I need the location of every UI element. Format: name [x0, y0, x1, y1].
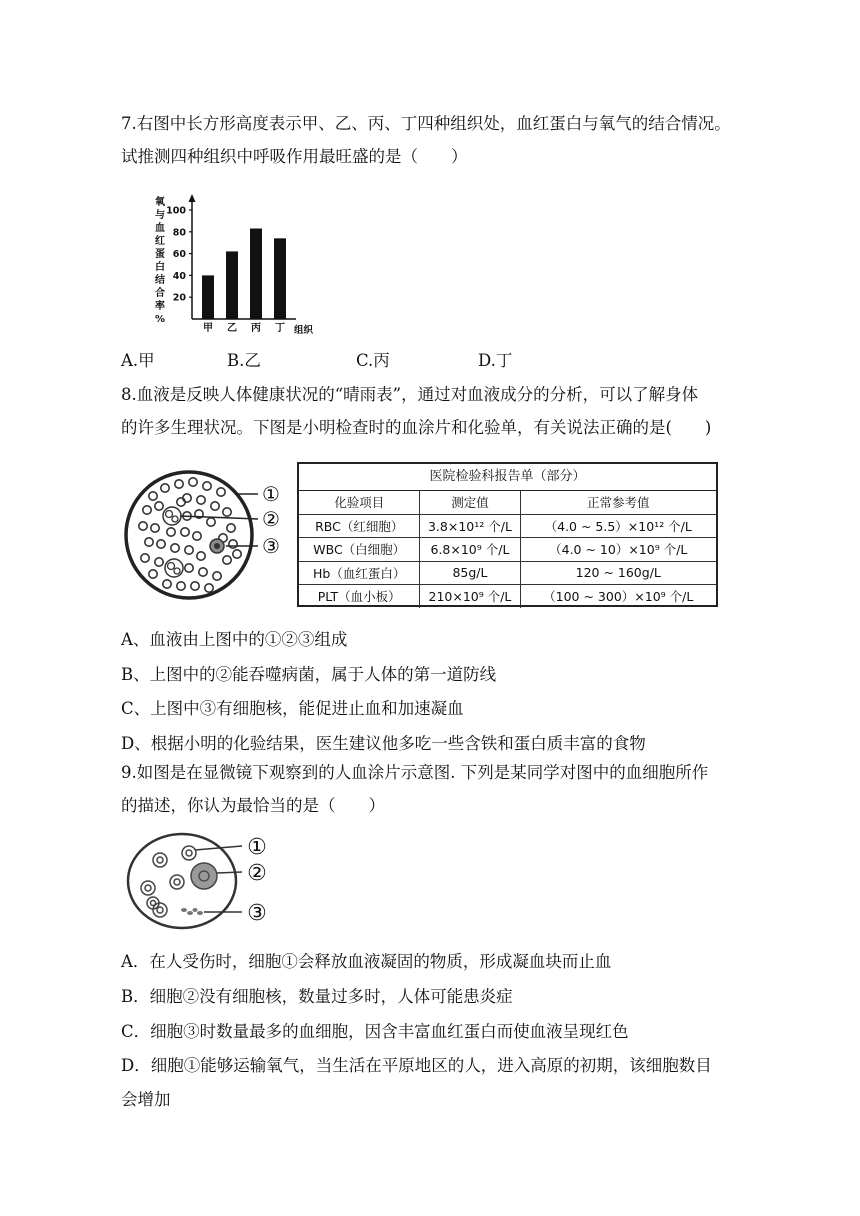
q9-option-d-continued: 会增加 — [121, 1090, 171, 1109]
row-value: 3.8×10¹² 个/L — [420, 514, 520, 538]
q8-blood-smear-diagram — [123, 466, 295, 612]
white-blood-cell — [163, 507, 181, 525]
smear-label: ① — [262, 482, 280, 506]
red-blood-cell — [155, 502, 163, 510]
q7-option-d: D.丁 — [478, 351, 513, 370]
y-axis-label-char: 白 — [155, 262, 165, 273]
y-axis-arrow — [189, 194, 196, 202]
white-blood-cell — [191, 863, 217, 889]
row-item: RBC（红细胞） — [299, 514, 420, 538]
table-row — [299, 585, 716, 608]
q7-option-b: B.乙 — [227, 351, 261, 370]
red-blood-cell — [199, 568, 207, 576]
red-blood-cell — [217, 488, 225, 496]
smear-label: ② — [262, 507, 280, 531]
red-blood-cell — [189, 478, 197, 486]
red-blood-cell — [141, 846, 196, 917]
row-reference: 120 ~ 160g/L — [520, 561, 716, 585]
platelet-cell — [210, 539, 224, 553]
y-axis-label-char: 蛋 — [155, 249, 165, 260]
red-blood-cell — [141, 554, 149, 562]
q8-option-c: C、上图中③有细胞核，能促进止血和加速凝血 — [121, 699, 464, 718]
y-tick-label: 80 — [172, 227, 186, 239]
chart-x-ticks — [203, 321, 285, 334]
red-blood-cell — [177, 582, 185, 590]
platelet-cluster — [181, 908, 203, 915]
q7-stem-line-1: 7.右图中长方形高度表示甲、乙、丙、丁四种组织处，血红蛋白与氧气的结合情况。 — [121, 114, 731, 133]
bar-甲 — [202, 275, 214, 319]
q7-option-c: C.丙 — [356, 351, 390, 370]
q8-option-b: B、上图中的②能吞噬病菌，属于人体的第一道防线 — [121, 665, 497, 684]
y-tick-label: 60 — [172, 249, 186, 261]
q7-stem-line-2: 试推测四种组织中呼吸作用最旺盛的是（ ） — [121, 147, 468, 166]
y-tick-label: 40 — [172, 270, 186, 282]
y-tick-label: 100 — [166, 205, 186, 217]
chart-bars — [202, 229, 286, 319]
report-title: 医院检验科报告单（部分） — [299, 464, 716, 491]
x-tick-label: 甲 — [203, 323, 213, 334]
red-blood-cell — [197, 496, 205, 504]
q8-option-d: D、根据小明的化验结果，医生建议他多吃一些含铁和蛋白质丰富的食物 — [121, 734, 646, 753]
red-blood-cell — [139, 522, 147, 530]
header-item: 化验项目 — [299, 491, 420, 514]
red-blood-cell — [167, 528, 175, 536]
red-blood-cell — [181, 528, 189, 536]
row-item: PLT（血小板） — [299, 585, 420, 608]
q9-stem-line-2: 的描述，你认为最恰当的是（ ） — [121, 796, 385, 815]
red-blood-cell — [157, 540, 165, 548]
row-value: 210×10⁹ 个/L — [420, 585, 520, 608]
row-item: WBC（白细胞） — [299, 538, 420, 562]
red-blood-cell — [183, 494, 191, 502]
row-item: Hb（血红蛋白） — [299, 561, 420, 585]
table-header-row — [299, 491, 716, 514]
red-blood-cell — [161, 484, 169, 492]
red-blood-cell — [227, 524, 235, 532]
chart-x-axis-label: 组织 — [294, 325, 314, 336]
y-axis-label-char: 合 — [155, 288, 165, 299]
red-blood-cell — [149, 492, 157, 500]
red-blood-cell — [155, 558, 163, 566]
q9-option-a: A．在人受伤时，细胞①会释放血液凝固的物质，形成凝血块而止血 — [121, 952, 612, 971]
red-blood-cell — [197, 552, 205, 560]
smear-label: ① — [247, 835, 267, 860]
lab-report-table — [297, 462, 718, 607]
bar-丙 — [250, 229, 262, 319]
q7-option-a: A.甲 — [121, 351, 155, 370]
smear-label: ③ — [247, 901, 267, 926]
smear-label: ② — [247, 861, 267, 886]
chart-y-axis-label — [155, 195, 166, 325]
x-tick-label: 丙 — [251, 323, 261, 334]
red-blood-cell — [223, 508, 231, 516]
red-blood-cell — [213, 572, 221, 580]
row-reference: （4.0 ~ 5.5）×10¹² 个/L — [520, 514, 716, 538]
q9-blood-smear-diagram — [122, 826, 282, 938]
red-blood-cell — [205, 584, 213, 592]
row-value: 85g/L — [420, 561, 520, 585]
red-blood-cell — [223, 556, 231, 564]
table-row — [299, 514, 716, 538]
q8-option-a: A、血液由上图中的①②③组成 — [121, 630, 348, 649]
red-blood-cell — [211, 502, 219, 510]
y-axis-label-char: 率 — [155, 301, 165, 312]
y-axis-label-char: % — [154, 314, 166, 325]
white-blood-cell — [165, 559, 183, 577]
table-row — [299, 561, 716, 585]
x-tick-label: 丁 — [275, 323, 285, 334]
row-reference: （4.0 ~ 10）×10⁹ 个/L — [520, 538, 716, 562]
q9-option-b: B．细胞②没有细胞核，数量过多时，人体可能患炎症 — [121, 987, 513, 1006]
red-blood-cell — [149, 570, 157, 578]
red-blood-cell — [163, 580, 171, 588]
y-axis-label-char: 血 — [155, 223, 165, 234]
red-blood-cell — [185, 564, 193, 572]
red-blood-cell — [191, 582, 199, 590]
q8-stem-line-1: 8.血液是反映人体健康状况的“晴雨表”，通过对血液成分的分析，可以了解身体 — [121, 385, 699, 404]
chart-y-ticks — [166, 206, 192, 304]
smear-label: ③ — [262, 534, 280, 558]
header-reference: 正常参考值 — [520, 491, 716, 514]
x-tick-label: 乙 — [227, 323, 237, 334]
red-blood-cell — [229, 540, 237, 548]
red-blood-cell — [207, 518, 215, 526]
q7-bar-chart — [148, 192, 338, 342]
q8-stem-line-2: 的许多生理状况。下图是小明检查时的血涂片和化验单，有关说法正确的是( ) — [121, 418, 712, 437]
red-blood-cell — [193, 532, 201, 540]
red-blood-cell — [177, 498, 185, 506]
y-axis-label-char: 结 — [155, 275, 165, 286]
q9-option-d: D．细胞①能够运输氧气，当生活在平原地区的人，进入高原的初期，该细胞数目 — [121, 1056, 712, 1075]
red-blood-cell — [171, 544, 179, 552]
red-blood-cell — [233, 550, 241, 558]
table-row — [299, 538, 716, 562]
row-value: 6.8×10⁹ 个/L — [420, 538, 520, 562]
red-blood-cell — [185, 546, 193, 554]
y-axis-label-char: 氧 — [155, 197, 165, 208]
bar-丁 — [274, 238, 286, 319]
row-reference: （100 ~ 300）×10⁹ 个/L — [520, 585, 716, 608]
red-blood-cell — [145, 538, 153, 546]
red-blood-cell — [203, 482, 211, 490]
red-blood-cell — [151, 524, 159, 532]
q9-stem-line-1: 9.如图是在显微镜下观察到的人血涂片示意图. 下列是某同学对图中的血细胞所作 — [121, 763, 709, 782]
y-axis-label-char: 与 — [155, 210, 165, 221]
bar-乙 — [226, 251, 238, 319]
red-blood-cell — [143, 506, 151, 514]
y-axis-label-char: 红 — [155, 236, 165, 247]
q9-option-c: C．细胞③时数量最多的血细胞，因含丰富血红蛋白而使血液呈现红色 — [121, 1022, 629, 1041]
header-value: 测定值 — [420, 491, 520, 514]
red-blood-cell — [175, 480, 183, 488]
y-tick-label: 20 — [172, 292, 186, 304]
